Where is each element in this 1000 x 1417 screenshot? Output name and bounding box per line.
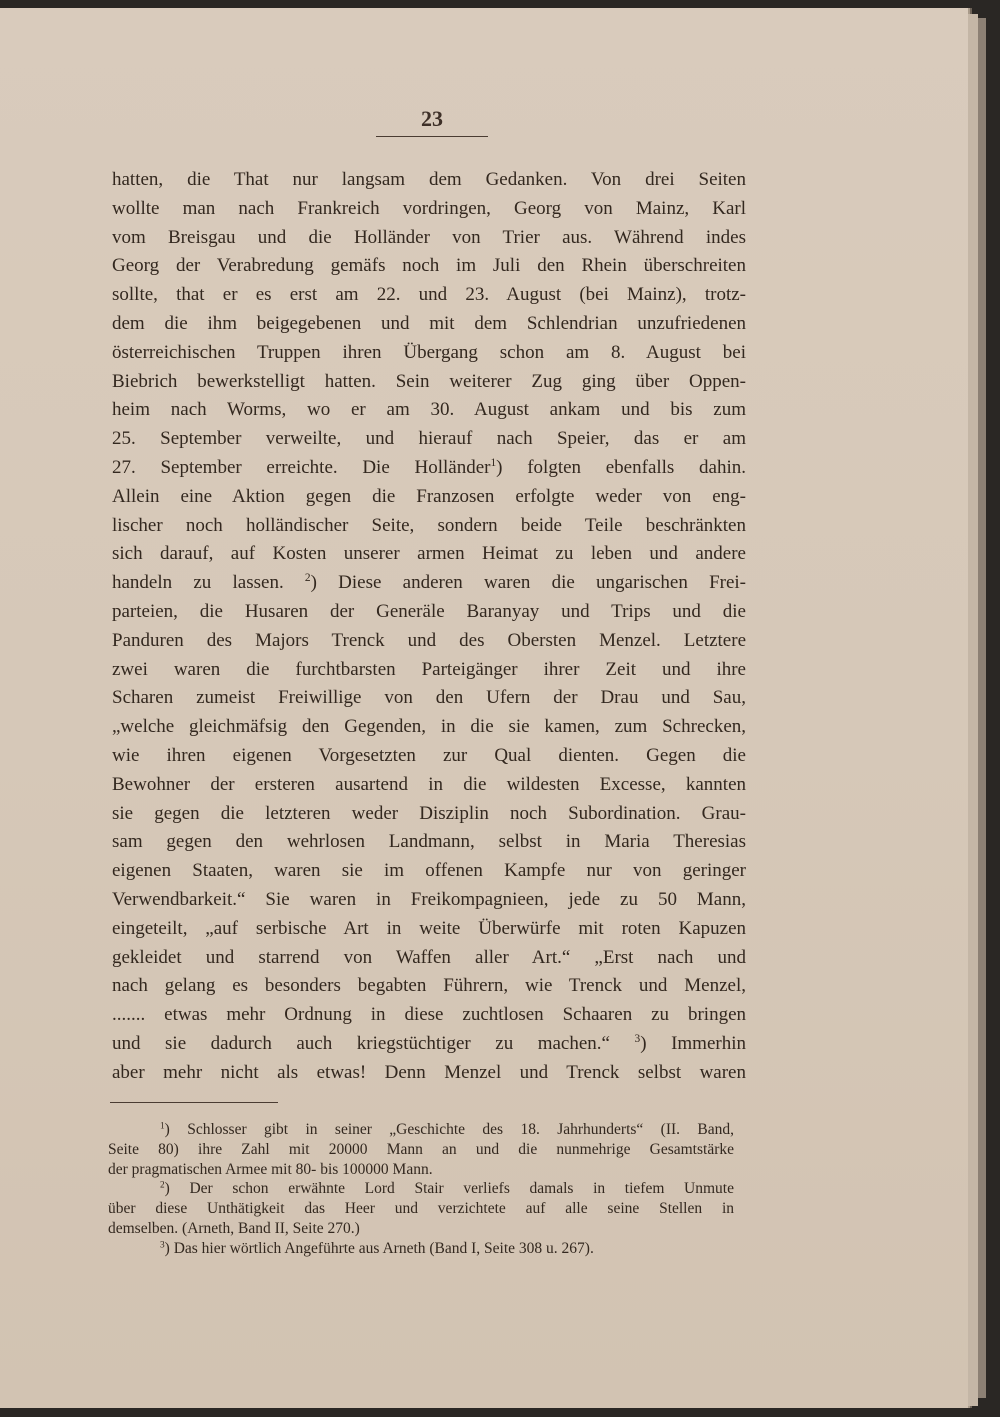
text-line: nach gelang es besonders begabten Führern, wie Trenck und Menzel, — [112, 975, 746, 997]
footnote-rule — [110, 1102, 278, 1103]
footnote-3: $^3$) Das hier wörtlich Angeführte aus Arneth (Band I, Seite 308 u. 267). — [160, 1239, 594, 1257]
text-line: lischer noch holländischer Seite, sondern beide Teile beschränkten — [112, 514, 746, 536]
text-line: zwei waren die furchtbarsten Parteigänger ihrer Zeit und ihre — [112, 658, 746, 680]
header-rule — [376, 136, 488, 137]
text-line: sich darauf, auf Kosten unserer armen Heimat zu leben und andere — [112, 543, 746, 565]
text-line-with-footnote: handeln zu lassen. $^2$) Diese anderen waren die ungarischen Frei- — [112, 572, 747, 594]
text-line: Verwendbarkeit.“ Sie waren in Freikompagnieen, jede zu 50 Mann, — [112, 888, 746, 910]
footnote-2: $^2$) Der schon erwähnte Lord Stair verliefs damals in tiefem Unmute — [160, 1180, 734, 1198]
text-line: vom Breisgau und die Holländer von Trier aus. Während indes — [112, 226, 746, 248]
footnote-number: 3 — [160, 1240, 165, 1251]
text-line: hatten, die That nur langsam dem Gedanken. Von drei Seiten — [112, 169, 746, 190]
text-line: parteien, die Husaren der Generäle Baranyay und Trips und die — [112, 600, 746, 622]
page-number: 23 — [421, 106, 443, 131]
text-line-with-footnote: 27. September erreichte. Die Holländer$^1$) folgten ebenfalls dahin. — [112, 456, 747, 478]
text-line: Panduren des Majors Trenck und des Obersten Menzel. Letztere — [112, 629, 746, 651]
footnote-line: demselben. (Arneth, Band II, Seite 270.) — [108, 1219, 360, 1237]
text-line: Scharen zumeist Freiwillige von den Ufern der Drau und Sau, — [112, 687, 746, 709]
text-line: sam gegen den wehrlosen Landmann, selbst in Maria Theresias — [112, 831, 746, 853]
footnote-marker: 2 — [304, 572, 311, 585]
footnote-text: Schlosser gibt in seiner „Geschichte des 18. Jahrhunderts“ (II. Band, — [187, 1121, 734, 1138]
text-segment: Immerhin — [671, 1032, 747, 1054]
text-line: wie ihren eigenen Vorgesetzten zur Qual dienten. Gegen die — [112, 744, 746, 766]
text-line: österreichischen Truppen ihren Übergang schon am 8. August bei — [112, 341, 746, 363]
text-line: Allein eine Aktion gegen die Franzosen erfolgte weder von eng- — [112, 485, 746, 507]
footnote-1: $^1$) Schlosser gibt in seiner „Geschichte des 18. Jahrhunderts“ (II. Band, — [160, 1121, 734, 1138]
footnote-line: Seite 80) ihre Zahl mit 20000 Mann an und die nunmehrige Gesamtstärke — [108, 1140, 734, 1158]
footnote-number: 2 — [160, 1180, 165, 1191]
text-line: 25. September verweilte, und hierauf nach Speier, das er am — [112, 428, 746, 450]
text-segment: folgten ebenfalls dahin. — [527, 456, 747, 478]
text-line: sie gegen die letzteren weder Disziplin noch Subordination. Grau- — [112, 802, 746, 824]
text-segment: handeln zu lassen. — [112, 572, 284, 594]
text-line-with-footnote: und sie dadurch auch kriegstüchtiger zu machen.“ $^3$) Immerhin — [112, 1032, 747, 1054]
text-line: eigenen Staaten, waren sie im offenen Kampfe nur von geringer — [112, 860, 746, 882]
text-segment: Diese anderen waren die ungarischen Frei- — [338, 572, 747, 594]
footnote-text: Der schon erwähnte Lord Stair verliefs damals in tiefem Unmute — [189, 1180, 734, 1198]
text-line: sollte, that er es erst am 22. und 23. August (bei Mainz), trotz- — [112, 284, 746, 306]
text-line: „welche gleichmäfsig den Gegenden, in die sie kamen, zum Schrecken, — [112, 716, 746, 738]
footnote-line: über diese Unthätigkeit das Heer und verzichtete auf alle seine Stellen in — [108, 1200, 734, 1218]
footnote-line: der pragmatischen Armee mit 80- bis 100000 Mann. — [108, 1160, 433, 1178]
page-edge-shadow — [978, 18, 986, 1398]
text-line: wollte man nach Frankreich vordringen, Georg von Mainz, Karl — [112, 197, 746, 219]
text-line: heim nach Worms, wo er am 30. August ankam und bis zum — [112, 399, 746, 421]
body-text — [112, 166, 746, 1088]
text-line: ....... etwas mehr Ordnung in diese zuchtlosen Schaaren zu bringen — [112, 1004, 746, 1026]
text-line: aber mehr nicht als etwas! Denn Menzel und Trenck selbst waren — [112, 1061, 746, 1083]
text-segment: und sie dadurch auch kriegstüchtiger zu machen.“ — [112, 1032, 610, 1054]
text-line: Georg der Verabredung gemäfs noch im Juli den Rhein überschreiten — [112, 255, 746, 277]
footnotes — [108, 1120, 734, 1259]
text-line: Biebrich bewerkstelligt hatten. Sein weiterer Zug ging über Oppen- — [112, 370, 746, 392]
text-line: Bewohner der ersteren ausartend in die wildesten Excesse, kannten — [112, 773, 746, 795]
footnote-number: 1 — [160, 1121, 165, 1132]
text-line: gekleidet und starrend von Waffen aller Art.“ „Erst nach und — [112, 946, 746, 968]
footnote-text: Das hier wörtlich Angeführte aus Arneth (Band I, Seite 308 u. 267). — [173, 1239, 594, 1257]
footnote-marker: 3 — [634, 1033, 641, 1046]
page-edge — [968, 14, 978, 1406]
text-segment: 27. September erreichte. Die Holländer — [112, 456, 491, 478]
text-line: eingeteilt, „auf serbische Art in weite Überwürfe mit roten Kapuzen — [112, 917, 746, 939]
text-line: dem die ihm beigegebenen und mit dem Schlendrian unzufriedenen — [112, 312, 746, 334]
footnote-marker: 1 — [490, 457, 497, 470]
